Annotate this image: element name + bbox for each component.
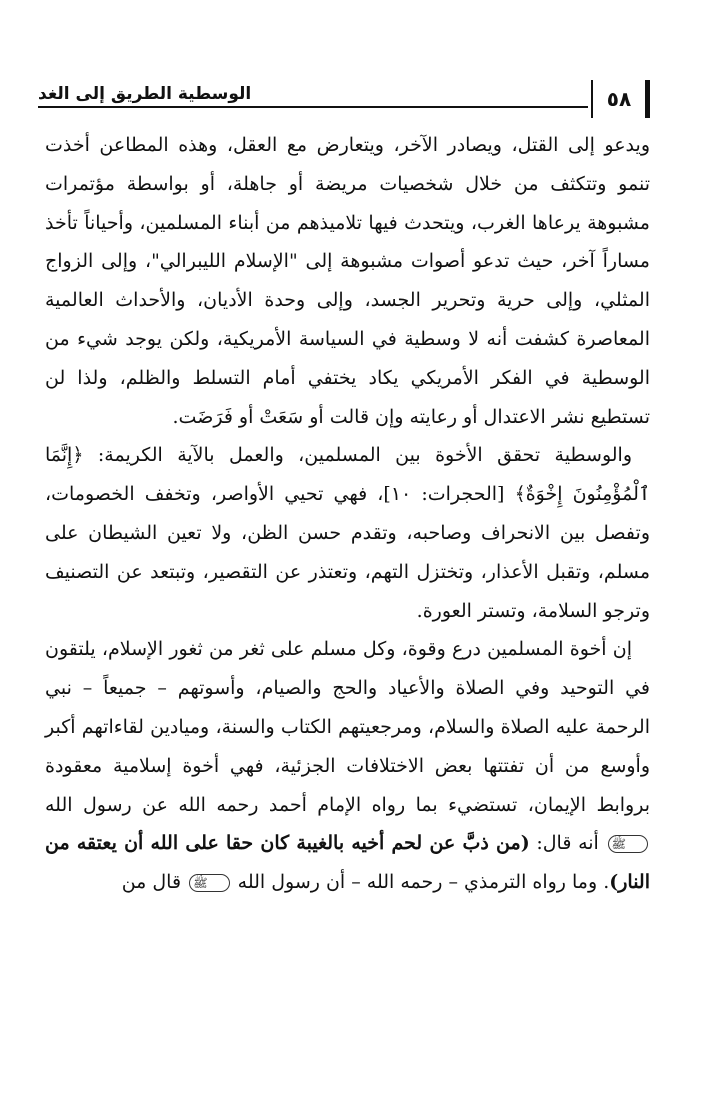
running-title: الوسطية الطريق إلى الغد	[38, 84, 252, 104]
paragraph-text: إن أخوة المسلمين درع وقوة، وكل مسلم على ثغر من ثغور الإسلام، يلتقون في التوحيد وفي الصلاة والأعياد والحج والصيام، وأسوتهم – جميعاً – نبي الرحمة عليه الصلاة والسلام، ومرجعيتهم الكتاب والسنة، وميادين لقاءاتهم أكبر وأوسع من أن تفتتها بعض الاختلافات الجزئية، فهي أخوة إسلامية معقودة بروابط الإيمان، تستضيء بما رواه الإمام أحمد رحمه الله عن رسول الله	[45, 638, 650, 816]
body-text	[45, 126, 650, 902]
paragraph-text: [الحجرات: ١٠]، فهي تحيي الأواصر، وتخفف الخصومات، وتفصل بين الانحراف وصاحبه، وتقدم حسن الظن، ولا تعين الشيطان على مسلم، وتقبل الأعذار، وتختزل التهم، وتعتذر عن التقصير، وتبتعد عن التصنيف وترجو السلامة، وتستر العورة.	[45, 483, 650, 622]
paragraph-text: أنه قال:	[529, 832, 606, 855]
paragraph	[45, 436, 650, 630]
paragraph-text: قال من	[121, 871, 188, 894]
header-rule	[38, 106, 588, 108]
hadith-quote: (من ذبَّ عن لحم أخيه بالغيبة كان حقا على الله أن يعتقه من النار)	[45, 832, 650, 894]
page-number: ٥٨	[591, 80, 650, 118]
salutation-icon: ﷺ	[608, 835, 649, 853]
paragraph-text: . وما رواه الترمذي – رحمه الله – أن رسول الله	[231, 871, 610, 894]
page-header	[38, 80, 650, 120]
paragraph-text: والوسطية تحقق الأخوة بين المسلمين، والعمل بالآية الكريمة:	[83, 444, 632, 467]
quran-verse: ﴿إِنَّمَا ٱلْمُؤْمِنُونَ إِخْوَةٌ﴾	[45, 444, 651, 506]
salutation-icon: ﷺ	[189, 874, 230, 892]
paragraph	[45, 630, 650, 902]
paragraph: ويدعو إلى القتل، ويصادر الآخر، ويتعارض مع العقل، وهذه المطاعن أخذت تنمو وتتكثف من خلال شخصيات مريضة أو جاهلة، أو بواسطة مؤتمرات مشبوهة يرعاها الغرب، ويتحدث فيها تلاميذهم من أبناء المسلمين، وأحياناً تأخذ مساراً آخر، حيث تدعو أصوات مشبوهة إلى "الإسلام الليبرالي"، وإلى الزواج المثلي، وإلى حرية وتحرير الجسد، وإلى وحدة الأديان، والأحداث العالمية المعاصرة كشفت أنه لا وسطية في السياسة الأمريكية، ولكن يوجد شيء من الوسطية في الفكر الأمريكي يكاد يختفي أمام التسلط والظلم، ولذا لن تستطيع نشر الاعتدال أو رعايته وإن قالت أو سَعَتْ أو فَرَضَت.	[45, 134, 650, 428]
